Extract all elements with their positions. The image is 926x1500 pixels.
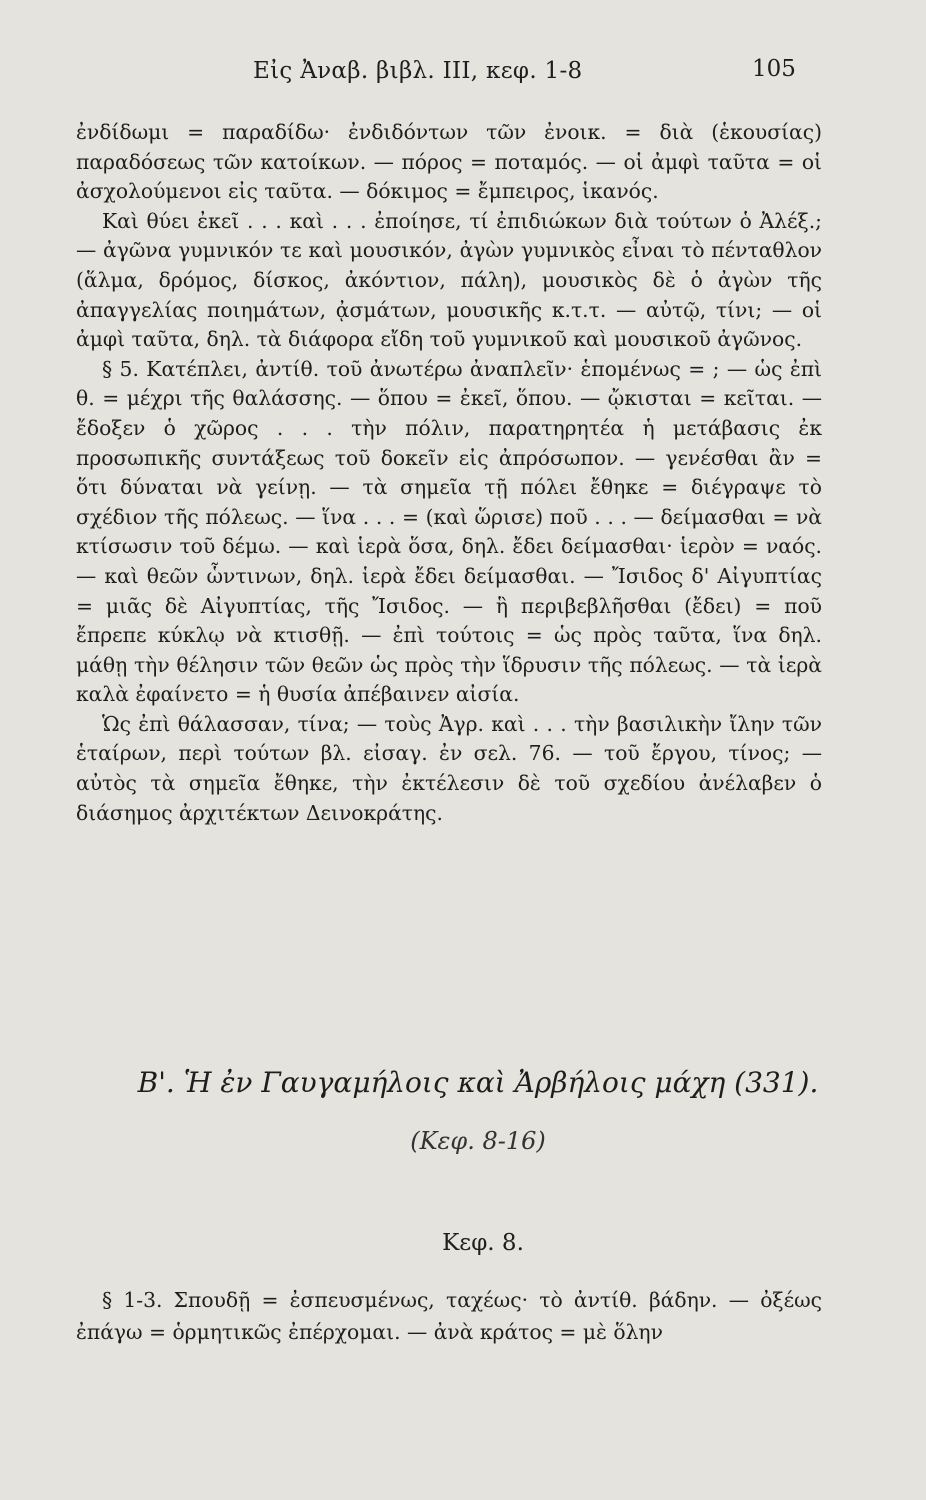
commentary-text <box>76 118 822 828</box>
paragraph-2: Καὶ θύει ἐκεῖ . . . καὶ . . . ἐποίησε, τί ἐπιδιώκων διὰ τούτων ὁ Ἀλέξ.; — ἀγῶνα γυμνικόν τε καὶ μουσικόν, ἀγὼν γυμνικὸς εἶναι τὸ πένταθλον (ἅλμα, δρόμος, δίσκος, ἀκόντιον, πάλη), μουσικὸς δὲ ὁ ἀγὼν τῆς ἀπαγγελίας ποιημάτων, ᾀσμάτων, μουσικῆς κ.τ.τ. — αὐτῷ, τίνι; — οἱ ἀμφὶ ταῦτα, δηλ. τὰ διάφορα εἴδη τοῦ γυμνικοῦ καὶ μουσικοῦ ἀγῶνος. <box>76 208 822 352</box>
paragraph-1: ἐνδίδωμι = παραδίδω· ἐνδιδόντων τῶν ἐνοικ. = διὰ (ἑκουσίας) παραδόσεως τῶν κατοίκων. — πόρος = ποταμός. — οἱ ἀμφὶ ταῦτα = οἱ ἀσχολούμενοι εἰς ταῦτα. — δόκιμος = ἔμπειρος, ἱκανός. <box>76 120 822 204</box>
chapter-text <box>76 1284 822 1348</box>
section-subtitle: (Κεφ. 8-16) <box>410 1127 546 1155</box>
paragraph-5: § 1-3. Σπουδῇ = ἐσπευσμένως, ταχέως· τὸ ἀντίθ. βάδην. — ὀξέως ἐπάγω = ὁρμητικῶς ἐπέρχομαι. — ἀνὰ κράτος = μὲ ὅλην <box>76 1288 822 1344</box>
section-title: Β'. Ἡ ἐν Γαυγαμήλοις καὶ Ἀρβήλοις μάχη (331). <box>137 1066 819 1099</box>
chapter-heading: Κεφ. 8. <box>442 1230 524 1256</box>
paragraph-4: Ὡς ἐπὶ θάλασσαν, τίνα; — τοὺς Ἀγρ. καὶ . . . τὴν βασιλικὴν ἴλην τῶν ἑταίρων, περὶ τούτων βλ. εἰσαγ. ἐν σελ. 76. — τοῦ ἔργου, τίνος; — αὐτὸς τὰ σημεῖα ἔθηκε, τὴν ἐκτέλεσιν δὲ τοῦ σχεδίου ἀνέλαβεν ὁ διάσημος ἀρχιτέκτων Δεινοκράτης. <box>76 711 822 825</box>
paragraph-3: § 5. Κατέπλει, ἀντίθ. τοῦ ἀνωτέρω ἀναπλεῖν· ἑπομένως = ; — ὡς ἐπὶ θ. = μέχρι τῆς θαλάσσης. — ὅπου = ἐκεῖ, ὅπου. — ᾤκισται = κεῖται. — ἔδοξεν ὁ χῶρος . . . τὴν πόλιν, παρατηρητέα ἡ μετάβασις ἐκ προσωπικῆς συντάξεως τοῦ δοκεῖν εἰς ἀπρόσωπον. — γενέσθαι ἂν = ὅτι δύναται νὰ γείνῃ. — τὰ σημεῖα τῇ πόλει ἔθηκε = διέγραψε τὸ σχέδιον τῆς πόλεως. — ἵνα . . . = (καὶ ὥρισε) ποῦ . . . — δείμασθαι = νὰ κτίσωσιν τοῦ δέμω. — καὶ ἱερὰ ὅσα, δηλ. ἔδει δείμασθαι· ἱερὸν = ναός. — καὶ θεῶν ὧντινων, δηλ. ἱερὰ ἔδει δείμασθαι. — Ἴσιδος δ' Αἰγυπτίας = μιᾶς δὲ Αἰγυπτίας, τῆς Ἴσιδος. — ἣ περιβεβλῆσθαι (ἔδει) = ποῦ ἔπρεπε κύκλῳ νὰ κτισθῇ. — ἐπὶ τούτοις = ὡς πρὸς ταῦτα, ἵνα δηλ. μάθῃ τὴν θέλησιν τῶν θεῶν ὡς πρὸς τὴν ἵδρυσιν τῆς πόλεως. — τὰ ἱερὰ καλὰ ἐφαίνετο = ἡ θυσία ἀπέβαινεν αἰσία. <box>76 356 822 707</box>
running-head <box>0 58 926 92</box>
running-head-title: Εἰς Ἀναβ. βιβλ. III, κεφ. 1-8 <box>253 58 583 84</box>
page-number: 105 <box>752 56 796 82</box>
